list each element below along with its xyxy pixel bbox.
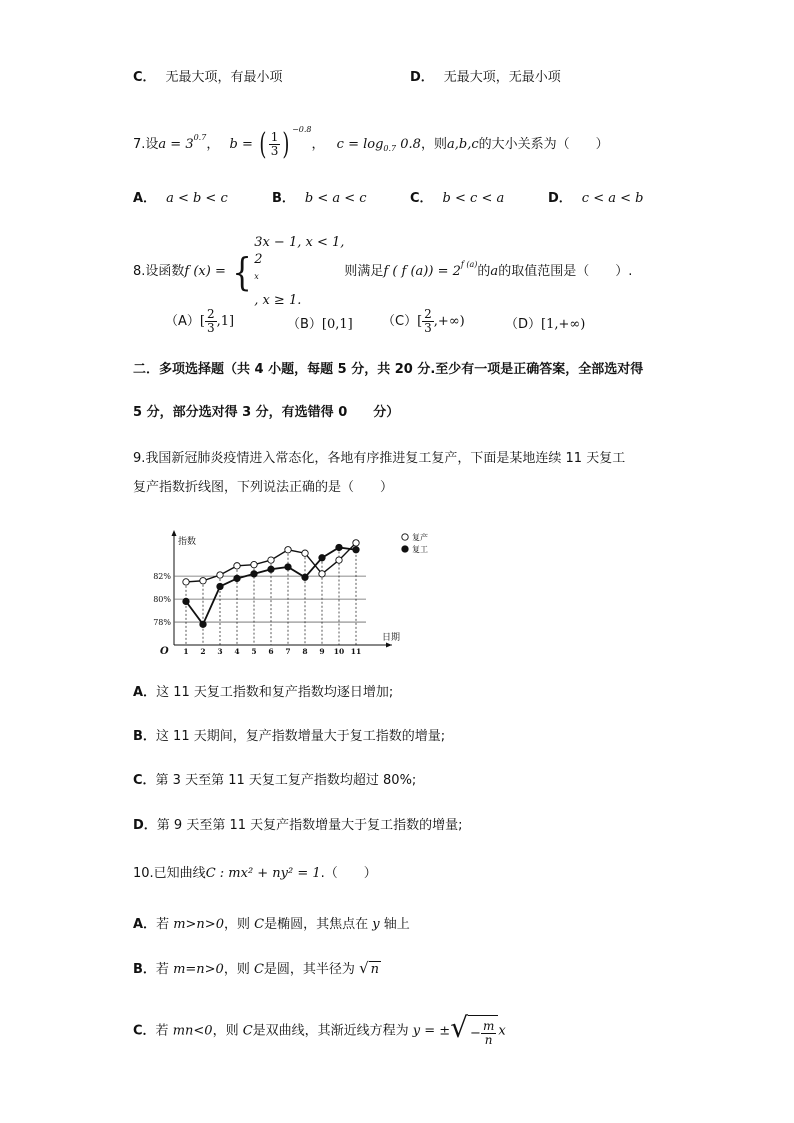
math-text: m=n>0 [173,962,224,977]
data-point-fugong [251,571,257,577]
option-text: b < c < a [442,191,505,206]
option-label: D． [410,70,434,85]
q7-stem [133,120,609,160]
option-text: 无最大项，无最小项 [443,70,561,85]
data-point-fuchan [234,563,240,569]
q8-option-d [505,313,585,332]
frac-den: 3 [424,321,432,335]
data-point-fugong [200,621,206,627]
option-text: 第 3 天至第 11 天复工复产指数均超过 80%; [155,773,417,788]
x-tick-label: 8 [302,647,308,656]
option-label: C． [133,1023,156,1039]
x-tick-label: 1 [183,647,189,656]
data-point-fugong [183,598,189,604]
q10-prefix: 10.已知曲线 [133,866,206,881]
q10-curve: C : mx² + ny² = 1 [205,866,321,881]
option-label: C． [133,70,156,85]
q8-mid: 则满足 [344,264,384,279]
y-tick-label: 80% [153,595,171,605]
q7-suffix2: 的大小关系为（ ） [478,137,609,152]
q8-cond: f ( f (a)) = 2 [383,264,461,279]
x-axis-arrow [386,643,392,648]
data-point-fuchan [353,540,359,546]
y-axis-label: 指数 [178,537,197,547]
q9-option-b [133,727,445,747]
q8-piecewise [254,234,344,309]
q8-prefix: 8.设函数 [133,264,185,279]
x-tick-label: 5 [251,647,257,656]
data-point-fuchan [285,547,291,553]
x-tick-label: 3 [217,647,223,656]
x-axis-label: 日期 [382,633,401,643]
q7-option-d [548,187,643,206]
math-text: C [242,1023,253,1039]
q7-option-b [272,187,367,206]
minus-sign: − [470,1026,481,1041]
data-point-fuchan [319,571,325,577]
option-text: 这 11 天期间，复产指数增量大于复工指数的增量; [155,729,446,744]
x-tick-label: 2 [200,647,206,656]
y-tick-label: 82% [153,572,171,582]
frac-num: 2 [206,307,215,321]
q8-case2-rest: , x ≥ 1. [254,293,302,308]
y-axis-arrow [172,530,177,536]
q7-a-exp: 0.7 [193,133,207,142]
bracket: [ [199,314,205,329]
q9-option-a [133,683,393,703]
q8-fx: f (x) = [184,264,226,279]
option-label: B． [133,729,156,744]
q9-stem-line1: 9.我国新冠肺炎疫情进入常态化，各地有序推进复工复产，下面是某地连续 11 天复工 [133,451,626,466]
frac-num: 1 [270,130,279,144]
q7-prefix: 7.设 [133,137,159,152]
sqrt [359,958,381,980]
data-point-fugong [302,574,308,580]
brace: { [232,249,252,294]
data-point-fuchan [183,579,189,585]
q7-sep: ， [311,137,325,152]
q10-option-a [133,915,410,935]
data-point-fuchan [336,557,342,563]
q8-var: a [490,264,499,279]
q6-option-d [410,66,561,85]
option-text: 是圆，其半径为 [263,962,360,977]
frac-den: 3 [206,321,215,335]
q8-case1: 3x − 1, x < 1, [254,235,345,250]
data-point-fugong [234,575,240,581]
legend-marker [402,546,408,552]
q7-b-expr: b = [229,137,253,152]
bracket: [ [417,314,423,329]
option-label: （A） [165,314,200,329]
q7-c-arg: 0.8 [400,137,421,152]
math-text: y [372,917,380,932]
radicand [468,1015,498,1052]
option-text: 是双曲线，其渐近线方程为 [252,1023,413,1039]
q8-option-a [165,308,234,335]
frac [422,308,434,335]
legend-label: 复工 [412,545,428,554]
data-point-fugong [336,544,342,550]
option-label: （C） [382,314,418,329]
option-text: 若 [155,962,174,977]
q8-suffix: 的取值范围是（ ）. [498,264,633,279]
q8-option-c [382,308,465,335]
option-label: （B） [287,317,322,332]
option-text: [1,+∞) [541,317,586,332]
origin-label: O [160,646,169,657]
math-text: C [254,917,265,932]
option-text: 第 9 天至第 11 天复产指数增量大于复工指数的增量; [156,818,463,833]
q8-stem [133,234,632,309]
q9-stem-line2: 复产指数折线图，下列说法正确的是（ ） [133,480,394,495]
option-text: 这 11 天复工指数和复产指数均逐日增加; [156,685,394,700]
option-text: c < a < b [581,191,644,206]
option-label: A． [133,191,157,206]
data-point-fugong [353,547,359,553]
q7-b-frac [269,131,281,158]
option-text: ，则 [212,1023,243,1039]
var-x: x [498,1023,506,1039]
option-label: B． [272,191,295,206]
data-point-fuchan [302,550,308,556]
section2-heading-line2: 5 分，部分选对得 3 分，有选错得 0 分） [133,405,400,420]
q8-cond-exp: f (a) [460,260,478,269]
radicand: n [370,962,379,977]
data-point-fuchan [251,561,257,567]
q10-suffix: .（ ） [320,866,377,881]
math-text: m>n>0 [173,917,224,932]
data-point-fuchan [200,578,206,584]
option-text: b < a < c [304,191,367,206]
legend-marker [402,534,408,540]
q7-c-base: 0.7 [383,144,397,153]
option-label: B． [133,962,156,977]
data-point-fugong [217,583,223,589]
option-text: ,+∞) [433,314,465,329]
option-label: D． [548,191,572,206]
frac-den: n [484,1033,493,1047]
q10-option-b [133,958,381,980]
q8-de: 的 [477,264,491,279]
option-text: 若 [155,1023,173,1039]
left-paren: ( [259,126,267,162]
x-tick-label: 11 [350,647,362,656]
q6-option-c [133,66,283,85]
x-tick-label: 9 [319,647,325,656]
sqrt [450,1010,498,1052]
x-tick-label: 10 [333,647,345,656]
option-text: 是椭圆，其焦点在 [264,917,373,932]
data-point-fuchan [217,572,223,578]
data-point-fuchan [268,557,274,563]
option-label: A． [133,685,157,700]
q8-option-b [287,313,353,332]
q7-b-exp: −0.8 [292,125,312,134]
option-text: ,1] [216,314,235,329]
x-tick-label: 6 [268,647,274,656]
option-label: A． [133,917,157,932]
q7-sep: ， [206,137,220,152]
y-tick-label: 78% [153,618,171,628]
q8-case2-exp: x [254,272,259,281]
right-paren: ) [282,126,290,162]
frac-den: 3 [270,144,279,158]
math-text: mn<0 [172,1023,213,1039]
radical-sign: √ [450,1011,469,1044]
option-text: a < b < c [166,191,228,206]
q9-option-c [133,771,416,791]
option-label: （D） [505,317,542,332]
q7-option-c [410,187,504,206]
q10-stem [133,864,377,884]
option-text: 无最大项，有最小项 [165,70,283,85]
option-text: ，则 [223,917,255,932]
option-text: 轴上 [379,917,410,932]
math-text: C [253,962,264,977]
q9-option-d [133,816,463,836]
index-line-chart [150,528,440,660]
option-label: D． [133,818,157,833]
section2-heading-line1: 二．多项选择题（共 4 小题，每题 5 分，共 20 分.至少有一项是正确答案，全部选对得 [133,362,644,377]
x-tick-label: 4 [234,647,240,656]
option-label: C． [410,191,433,206]
frac [205,308,217,335]
frac-num: 2 [424,307,432,321]
x-tick-label: 7 [285,647,291,656]
asymptote-eq: y = ± [412,1023,451,1039]
option-text: [0,1] [321,317,353,332]
frac [481,1020,496,1047]
data-point-fugong [268,566,274,572]
option-label: C． [133,773,156,788]
data-point-fugong [285,564,291,570]
q7-c-expr: c = log [336,137,384,152]
data-point-fugong [319,555,325,561]
radical-sign: √ [359,959,369,977]
q10-option-c [133,1010,506,1052]
option-text: ，则 [223,962,254,977]
legend-label: 复产 [412,533,428,542]
q7-a-expr: a = 3 [158,137,194,152]
q7-suffix1: ，则 [420,137,447,152]
q7-option-a [133,187,228,206]
option-text: 若 [156,917,174,932]
frac-num: m [482,1019,495,1033]
q8-case2-base: 2 [254,252,263,267]
q7-vars: a,b,c [446,137,479,152]
